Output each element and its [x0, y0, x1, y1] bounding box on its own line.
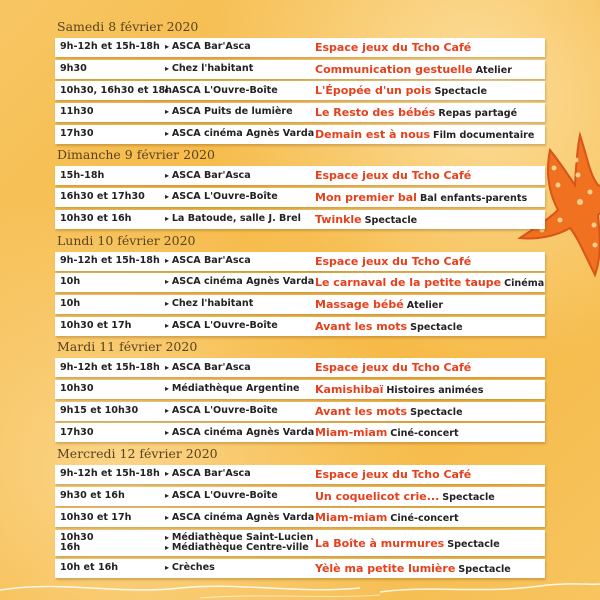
event-title: L'Épopée d'un pois: [315, 84, 432, 98]
event-title: Communication gestuelle: [315, 62, 473, 76]
event-time-line: 9h30 et 16h: [60, 489, 125, 501]
event-venue: [165, 428, 314, 439]
event-title: Miam-miam: [315, 511, 388, 525]
event-venue: [165, 363, 251, 374]
event-title: Espace jeux du Tcho Café: [315, 41, 472, 54]
day-title: Samedi 8 février 2020: [57, 19, 199, 34]
event-venue: [165, 107, 293, 118]
event-time: [60, 384, 94, 395]
event-info: [315, 361, 471, 374]
event-time-line: 10h: [60, 276, 81, 288]
event-time: [60, 513, 132, 524]
event-info: [315, 213, 417, 226]
event-time: [60, 86, 172, 97]
event-venue-line: ▸ ASCA L'Ouvre-Boîte: [165, 192, 278, 203]
event-venue: [165, 256, 251, 267]
event-title: Twinkle: [315, 212, 362, 226]
event-title: Yèlè ma petite lumière: [315, 561, 456, 575]
event-venue-line: ▸ ASCA L'Ouvre-Boîte: [165, 406, 278, 417]
event-time-line: 10h: [60, 298, 81, 310]
event-title: Espace jeux du Tcho Café: [315, 361, 472, 375]
event-time-line: 9h-12h et 15h-18h: [60, 468, 160, 480]
event-venue-line: ▸ ASCA cinéma Agnès Varda: [165, 129, 314, 140]
event-title: La Boîte à murmures: [315, 536, 445, 550]
schedule-row: [55, 358, 545, 377]
event-time: [60, 533, 94, 554]
event-title: Avant les mots: [315, 319, 408, 333]
schedule-row: [55, 81, 545, 100]
event-venue: [165, 491, 278, 502]
event-title: Mon premier bal: [315, 191, 417, 205]
event-venue: [165, 192, 278, 203]
event-time: [60, 192, 145, 203]
event-venue: [165, 129, 314, 140]
event-venue-line: ▸ ASCA Bar'Asca: [165, 42, 251, 53]
day-title: Mercredi 12 février 2020: [57, 446, 218, 461]
event-info: [315, 169, 471, 182]
event-time-line: 9h15 et 10h30: [60, 404, 139, 416]
event-venue: [165, 563, 215, 574]
event-venue-line: ▸ Médiathèque Argentine: [165, 384, 300, 395]
event-time: [60, 491, 125, 502]
event-venue: [165, 42, 251, 53]
event-venue-line: ▸ ASCA cinéma Agnès Varda: [165, 277, 314, 288]
schedule-row: [55, 273, 545, 292]
program-schedule: [55, 16, 545, 580]
event-venue-line: ▸ ASCA Bar'Asca: [165, 469, 251, 480]
event-type: Film documentaire: [433, 129, 535, 141]
event-venue-line: ▸ ASCA L'Ouvre-Boîte: [165, 491, 278, 502]
event-time: [60, 469, 160, 480]
schedule-row: [55, 530, 545, 556]
event-time-line: 10h30 et 17h: [60, 319, 132, 331]
event-type: Spectacle: [364, 214, 418, 226]
event-time-line: 9h-12h et 15h-18h: [60, 361, 160, 373]
event-type: Repas partagé: [438, 108, 518, 120]
event-venue-line: ▸ ASCA Bar'Asca: [165, 363, 251, 374]
day-title: Lundi 10 février 2020: [57, 232, 196, 248]
event-title: Miam-miam: [315, 426, 388, 440]
event-type: Atelier: [475, 64, 512, 76]
event-type: Ciné-concert: [390, 513, 459, 525]
event-venue-line: ▸ Crèches: [165, 563, 215, 574]
event-time: [60, 277, 80, 288]
schedule-row: [55, 487, 545, 506]
event-venue-line: ▸ ASCA L'Ouvre-Boîte: [165, 86, 278, 97]
schedule-row: [55, 465, 545, 484]
event-time-line: 9h-12h et 15h-18h: [60, 254, 160, 266]
event-info: [315, 383, 484, 396]
schedule-row: [55, 166, 545, 185]
event-venue: [165, 513, 314, 524]
event-time: [60, 299, 80, 310]
event-venue-line: ▸ Médiathèque Saint-Lucien: [165, 533, 313, 544]
event-venue-line: ▸ Chez l'habitant: [165, 64, 253, 75]
event-venue-line: ▸ ASCA Bar'Asca: [165, 256, 251, 267]
event-info: [315, 426, 459, 439]
event-venue-line: ▸ ASCA Bar'Asca: [165, 171, 251, 182]
event-title: Le carnaval de la petite taupe: [315, 276, 502, 290]
event-title: Massage bébé: [315, 297, 404, 311]
event-venue: [165, 171, 251, 182]
event-time-line: 9h30: [60, 62, 87, 74]
event-venue: [165, 86, 278, 97]
schedule-row: [55, 125, 545, 144]
event-title: Espace jeux du Tcho Café: [315, 169, 472, 183]
event-title: Espace jeux du Tcho Café: [315, 254, 472, 268]
event-time-line: 9h-12h et 15h-18h: [60, 41, 160, 53]
event-title: Kamishibaï: [315, 382, 384, 396]
event-info: [315, 255, 471, 268]
event-time-line: 10h et 16h: [60, 562, 119, 573]
event-venue-line: ▸ ASCA cinéma Agnès Varda: [165, 513, 314, 524]
event-venue-line: ▸ ASCA Puits de lumière: [165, 107, 293, 118]
schedule-row: [55, 188, 545, 207]
event-venue: [165, 321, 278, 332]
event-time-line: 10h30 et 16h: [60, 213, 132, 225]
schedule-row: [55, 317, 545, 336]
schedule-row: [55, 423, 545, 442]
event-venue: [165, 64, 253, 75]
event-time-line: 16h30 et 17h30: [60, 191, 145, 203]
event-time: [60, 64, 87, 75]
event-info: [315, 106, 517, 119]
event-type: Atelier: [406, 299, 444, 311]
event-info: [315, 320, 463, 333]
schedule-row: [55, 295, 545, 314]
schedule-row: [55, 508, 545, 527]
event-info: [315, 191, 527, 204]
event-venue: [165, 214, 301, 225]
event-type: Bal enfants-parents: [419, 193, 528, 205]
event-info: [315, 405, 463, 418]
event-info: [315, 84, 487, 97]
event-time: [60, 129, 94, 140]
day-title: Dimanche 9 février 2020: [57, 147, 215, 163]
schedule-row: [55, 60, 545, 79]
event-venue: [165, 469, 251, 480]
event-time: [60, 107, 94, 118]
event-info: [315, 468, 471, 481]
event-type: Cinéma: [504, 278, 545, 290]
event-time: [60, 428, 94, 439]
event-title: Espace jeux du Tcho Café: [315, 468, 472, 481]
event-time: [60, 563, 118, 574]
event-venue-line: ▸ ASCA L'Ouvre-Boîte: [165, 321, 278, 332]
event-venue-line: ▸ Chez l'habitant: [165, 299, 253, 310]
event-title: Demain est à nous: [315, 127, 431, 141]
event-time-line: 11h30: [60, 106, 94, 118]
event-info: [315, 490, 495, 503]
event-time-line: 10h30, 16h30 et 18h: [60, 84, 173, 96]
event-type: Spectacle: [410, 321, 463, 333]
event-title: Le Resto des bébés: [315, 106, 436, 120]
event-time: [60, 42, 160, 53]
event-type: Spectacle: [442, 491, 495, 503]
event-time: [60, 171, 104, 182]
day-title: Mardi 11 février 2020: [57, 339, 198, 355]
event-time-line: 10h30 et 17h: [60, 511, 132, 523]
event-info: [315, 41, 471, 54]
schedule-row: [55, 559, 545, 578]
event-venue: [165, 406, 278, 417]
schedule-row: [55, 103, 545, 122]
event-info: [315, 128, 534, 141]
event-venue: [165, 299, 253, 310]
event-venue: [165, 277, 314, 288]
event-venue-line: ▸ La Batoude, salle J. Brel: [165, 214, 301, 225]
schedule-row: [55, 252, 545, 271]
event-type: Ciné-concert: [390, 428, 459, 440]
schedule-row: [55, 38, 545, 57]
event-time: [60, 256, 160, 267]
event-type: Spectacle: [410, 406, 463, 418]
event-time: [60, 406, 138, 417]
event-time-line: 10h30: [60, 531, 94, 543]
event-venue-line: ▸ Médiathèque Centre-ville: [165, 543, 313, 554]
event-type: Spectacle: [447, 538, 500, 550]
event-type: Histoires animées: [386, 384, 484, 396]
event-info: [315, 562, 511, 575]
event-info: [315, 537, 500, 550]
event-time: [60, 321, 132, 332]
event-title: Avant les mots: [315, 404, 408, 418]
event-info: [315, 298, 443, 311]
event-venue: [165, 384, 300, 395]
event-info: [315, 276, 544, 289]
event-time-line: 15h-18h: [60, 169, 105, 181]
event-type: Spectacle: [434, 86, 487, 98]
event-time-line: 17h30: [60, 128, 94, 139]
schedule-row: [55, 402, 545, 421]
event-time-line: 10h30: [60, 383, 94, 395]
event-time-line: 16h: [60, 542, 81, 554]
schedule-row: [55, 210, 545, 229]
event-time-line: 17h30: [60, 426, 94, 438]
event-time: [60, 214, 132, 225]
event-venue: [165, 533, 313, 554]
event-venue-line: ▸ ASCA cinéma Agnès Varda: [165, 428, 314, 439]
schedule-row: [55, 380, 545, 399]
event-info: [315, 63, 512, 76]
event-time: [60, 363, 160, 374]
event-type: Spectacle: [458, 563, 511, 575]
event-title: Un coquelicot crie...: [315, 489, 440, 503]
event-info: [315, 511, 459, 524]
